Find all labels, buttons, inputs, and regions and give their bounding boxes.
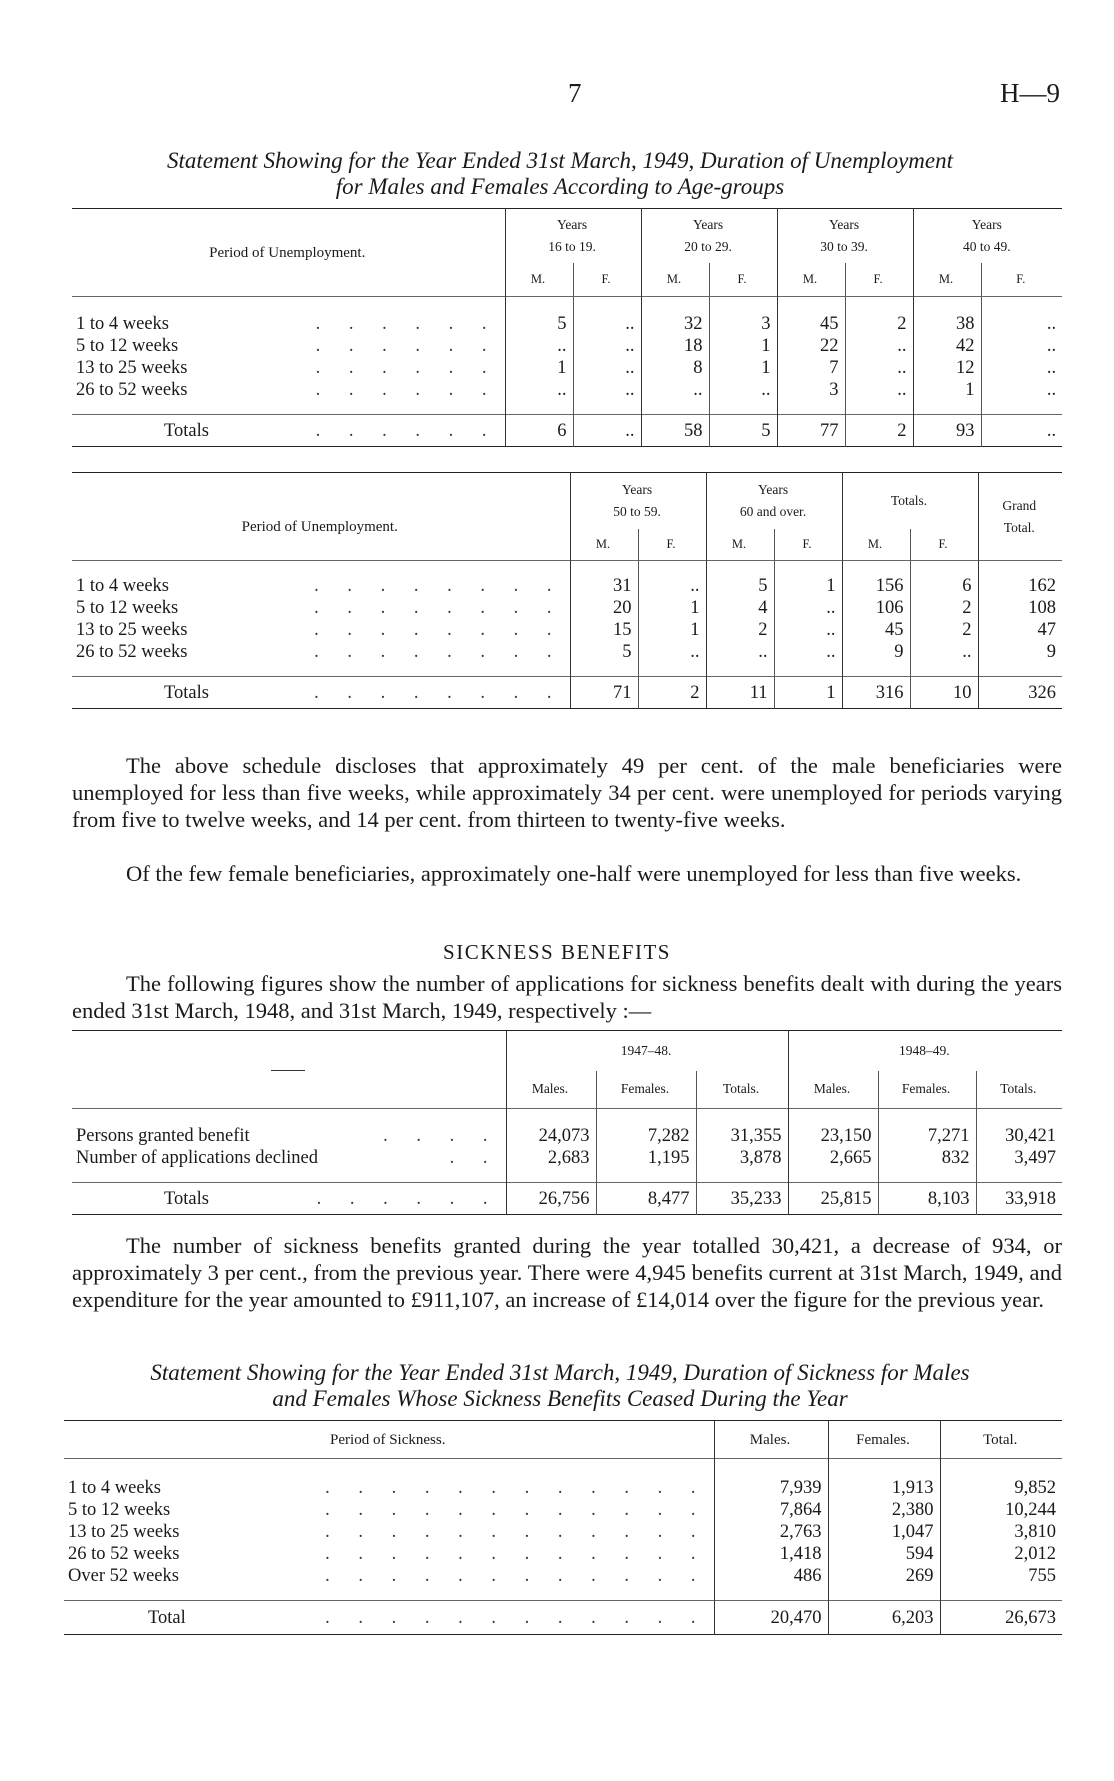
cell-value: 486 — [714, 1565, 828, 1587]
age-group-header: Years 40 to 49. — [913, 209, 1062, 263]
cell-value: .. — [706, 641, 774, 663]
leader-dots: . . . . . . — [316, 1188, 500, 1209]
cell-value: 5 — [570, 641, 638, 663]
cell-value: 3,878 — [696, 1147, 788, 1169]
cell-value: 2 — [845, 313, 913, 335]
cell-value: 22 — [777, 335, 845, 357]
row-label: Persons granted benefit — [76, 1125, 250, 1146]
cell-value: 42 — [913, 335, 981, 357]
totals-row — [64, 1601, 1062, 1635]
page-number: 7 — [568, 78, 582, 108]
leader-dots: . . . . . . . . — [314, 597, 564, 618]
table-row — [72, 379, 1062, 401]
total-value: 11 — [706, 677, 774, 709]
total-value: .. — [573, 415, 641, 447]
cell-value: 1 — [774, 575, 842, 597]
leader-dots: . . . . . . — [315, 357, 499, 378]
table1-body — [72, 313, 1062, 401]
cell-value: 38 — [913, 313, 981, 335]
paragraph: The number of sickness benefits granted during the year totalled 30,421, a decrease of 934, or approximately 3 per cent., from the previous year. There were 4,945 benefits current at 31st March, 1949, and expenditure for the year amounted to £911,107, an increase of £14,014 over the figure for the previous year. — [72, 1233, 1062, 1312]
cell-value: 106 — [842, 597, 910, 619]
cell-value: .. — [573, 357, 641, 379]
sickness-applications-table — [72, 1030, 1062, 1215]
column-header: Females. — [828, 1421, 940, 1459]
cell-value: 32 — [641, 313, 709, 335]
male-header: M. — [913, 263, 981, 297]
cell-value: 15 — [570, 619, 638, 641]
cell-value: 45 — [777, 313, 845, 335]
female-header: F. — [774, 529, 842, 561]
totals-label: Totals — [164, 420, 209, 441]
leader-dots: . . . . . . . . . . . . — [325, 1543, 708, 1564]
cell-value: 3,810 — [940, 1521, 1062, 1543]
row-label: 1 to 4 weeks — [76, 313, 169, 334]
cell-value: 3,497 — [976, 1147, 1062, 1169]
cell-value: 24,073 — [506, 1125, 596, 1147]
cell-value: .. — [845, 335, 913, 357]
page-header — [0, 78, 1114, 112]
cell-value: .. — [638, 575, 706, 597]
cell-value: 1 — [638, 597, 706, 619]
cell-value: 1,418 — [714, 1543, 828, 1565]
total-value: 26,673 — [940, 1601, 1062, 1635]
cell-value: 5 — [505, 313, 573, 335]
unemployment-table-age-16-49 — [72, 208, 1062, 447]
cell-value: 12 — [913, 357, 981, 379]
totals-row — [72, 415, 1062, 447]
cell-value: 31,355 — [696, 1125, 788, 1147]
age-group-header: Years 16 to 19. — [505, 209, 641, 263]
row-label: Over 52 weeks — [68, 1565, 179, 1586]
male-header: M. — [505, 263, 573, 297]
cell-value: .. — [774, 597, 842, 619]
cell-value: 7,282 — [596, 1125, 696, 1147]
leader-dots: . . . . . . . . . . . . — [325, 1499, 708, 1520]
leader-dots: . . . . . . — [315, 420, 499, 441]
cell-value: 23,150 — [788, 1125, 878, 1147]
cell-value: 755 — [940, 1565, 1062, 1587]
cell-value: 108 — [978, 597, 1062, 619]
total-value: 6,203 — [828, 1601, 940, 1635]
table-row — [72, 619, 1062, 641]
leader-dots: . . — [449, 1147, 500, 1168]
cell-value: .. — [573, 379, 641, 401]
cell-value: 5 — [706, 575, 774, 597]
cell-value: .. — [981, 313, 1062, 335]
leader-dots: . . . . . . — [315, 379, 499, 400]
total-value: 93 — [913, 415, 981, 447]
total-value: 1 — [774, 677, 842, 709]
totals-row — [72, 1183, 1062, 1215]
cell-value: 1 — [505, 357, 573, 379]
table-row — [64, 1565, 1062, 1587]
total-value: 33,918 — [976, 1183, 1062, 1215]
leader-dots: . . . . . . . . . . . . — [325, 1607, 708, 1628]
age-group-header: Years 60 and over. — [706, 473, 842, 529]
cell-value: 4 — [706, 597, 774, 619]
female-header: F. — [981, 263, 1062, 297]
total-value: 2 — [638, 677, 706, 709]
caption-line: Statement Showing for the Year Ended 31st March, 1949, Duration of Unemployment — [167, 148, 953, 173]
table1-caption — [60, 148, 1060, 200]
cell-value: 47 — [978, 619, 1062, 641]
age-group-header: Years 50 to 59. — [570, 473, 706, 529]
leader-dots: . . . . . . . . . . . . — [325, 1477, 708, 1498]
cell-value: .. — [573, 335, 641, 357]
leader-dots: . . . . . . . . . . . . — [325, 1521, 708, 1542]
cell-value: 3 — [709, 313, 777, 335]
row-label: 13 to 25 weeks — [68, 1521, 180, 1542]
cell-value: .. — [774, 619, 842, 641]
paragraph: The above schedule discloses that approximately 49 per cent. of the male beneficiaries were unemployed for less than five weeks, while approximately 34 per cent. were unemployed for periods varying from five to twelve weeks, and 14 per cent. from thirteen to twenty-five weeks. — [72, 753, 1062, 832]
leader-dots: . . . . . . . . — [314, 682, 564, 703]
table-row — [72, 641, 1062, 663]
table-row — [72, 335, 1062, 357]
female-header: F. — [845, 263, 913, 297]
row-label: 13 to 25 weeks — [76, 357, 188, 378]
cell-value: 2 — [910, 619, 978, 641]
cell-value: 156 — [842, 575, 910, 597]
column-header: Total. — [940, 1421, 1062, 1459]
totals-label: Totals — [164, 682, 209, 703]
period-header: Period of Unemployment. — [209, 244, 366, 261]
cell-value: .. — [845, 379, 913, 401]
table-row — [72, 1147, 1062, 1169]
cell-value: 8 — [641, 357, 709, 379]
cell-value: .. — [910, 641, 978, 663]
leader-dots: . . . . . . . . — [314, 641, 564, 662]
table-row — [64, 1521, 1062, 1543]
cell-value: 31 — [570, 575, 638, 597]
cell-value: 1,195 — [596, 1147, 696, 1169]
cell-value: 269 — [828, 1565, 940, 1587]
total-value: 26,756 — [506, 1183, 596, 1215]
column-header: Males. — [788, 1071, 878, 1109]
cell-value: 162 — [978, 575, 1062, 597]
sickness-duration-table — [64, 1420, 1062, 1635]
cell-value: .. — [981, 357, 1062, 379]
row-label: 1 to 4 weeks — [76, 575, 169, 596]
column-header: Totals. — [976, 1071, 1062, 1109]
year-header: 1947–48. — [506, 1031, 788, 1071]
table-row — [64, 1477, 1062, 1499]
table-row — [72, 357, 1062, 379]
unemployment-table-age-50-over — [72, 472, 1062, 709]
table-row — [72, 597, 1062, 619]
cell-value: 9 — [978, 641, 1062, 663]
total-value: 71 — [570, 677, 638, 709]
male-header: M. — [842, 529, 910, 561]
total-value: 58 — [641, 415, 709, 447]
grand-total-header: Grand Total. — [978, 473, 1062, 561]
total-value: 326 — [978, 677, 1062, 709]
cell-value: .. — [845, 357, 913, 379]
male-header: M. — [777, 263, 845, 297]
totals-row — [72, 677, 1062, 709]
cell-value: 2,380 — [828, 1499, 940, 1521]
cell-value: 2 — [706, 619, 774, 641]
cell-value: 9,852 — [940, 1477, 1062, 1499]
row-label: 5 to 12 weeks — [68, 1499, 171, 1520]
female-header: F. — [910, 529, 978, 561]
male-header: M. — [570, 529, 638, 561]
total-value: .. — [981, 415, 1062, 447]
cell-value: 594 — [828, 1543, 940, 1565]
total-value: 2 — [845, 415, 913, 447]
total-value: 8,477 — [596, 1183, 696, 1215]
year-header: 1948–49. — [788, 1031, 1062, 1071]
column-header: Females. — [596, 1071, 696, 1109]
cell-value: .. — [505, 379, 573, 401]
dash-mark — [271, 1070, 305, 1071]
column-header: Males. — [714, 1421, 828, 1459]
cell-value: .. — [573, 313, 641, 335]
cell-value: 1,913 — [828, 1477, 940, 1499]
totals-label: Totals — [164, 1188, 209, 1209]
row-label: 26 to 52 weeks — [68, 1543, 180, 1564]
caption-line: and Females Whose Sickness Benefits Ceased During the Year — [272, 1386, 848, 1411]
row-label: Number of applications declined — [76, 1147, 318, 1168]
row-label: 13 to 25 weeks — [76, 619, 188, 640]
female-header: F. — [573, 263, 641, 297]
paragraph: The following figures show the number of applications for sickness benefits dealt with during the years ended 31st March, 1948, and 31st March, 1949, respectively :— — [72, 971, 1062, 1023]
totals-header: Totals. — [842, 473, 978, 529]
table-row — [72, 575, 1062, 597]
cell-value: 1 — [709, 335, 777, 357]
blank-header — [72, 1031, 506, 1109]
cell-value: 3 — [777, 379, 845, 401]
period-header: Period of Sickness. — [330, 1431, 446, 1448]
total-value: 6 — [505, 415, 573, 447]
column-header: Females. — [878, 1071, 976, 1109]
cell-value: 1,047 — [828, 1521, 940, 1543]
cell-value: .. — [774, 641, 842, 663]
cell-value: 1 — [638, 619, 706, 641]
cell-value: 30,421 — [976, 1125, 1062, 1147]
cell-value: 7 — [777, 357, 845, 379]
cell-value: 2,012 — [940, 1543, 1062, 1565]
leader-dots: . . . . — [383, 1125, 500, 1146]
column-header: Males. — [506, 1071, 596, 1109]
cell-value: 20 — [570, 597, 638, 619]
leader-dots: . . . . . . — [315, 335, 499, 356]
column-header: Totals. — [696, 1071, 788, 1109]
total-value: 20,470 — [714, 1601, 828, 1635]
male-header: M. — [641, 263, 709, 297]
cell-value: 7,939 — [714, 1477, 828, 1499]
table-row — [72, 1125, 1062, 1147]
cell-value: .. — [641, 379, 709, 401]
cell-value: 1 — [913, 379, 981, 401]
cell-value: 18 — [641, 335, 709, 357]
age-group-header: Years 30 to 39. — [777, 209, 913, 263]
total-value: 316 — [842, 677, 910, 709]
total-value: 10 — [910, 677, 978, 709]
cell-value: 10,244 — [940, 1499, 1062, 1521]
cell-value: 2,763 — [714, 1521, 828, 1543]
row-label: 5 to 12 weeks — [76, 597, 179, 618]
cell-value: 9 — [842, 641, 910, 663]
cell-value: 6 — [910, 575, 978, 597]
cell-value: .. — [981, 379, 1062, 401]
total-value: 8,103 — [878, 1183, 976, 1215]
totals-label: Total — [148, 1607, 186, 1628]
leader-dots: . . . . . . . . . . . . — [325, 1565, 708, 1586]
total-value: 5 — [709, 415, 777, 447]
row-label: 1 to 4 weeks — [68, 1477, 161, 1498]
cell-value: .. — [638, 641, 706, 663]
row-label: 26 to 52 weeks — [76, 641, 188, 662]
cell-value: 7,864 — [714, 1499, 828, 1521]
cell-value: 7,271 — [878, 1125, 976, 1147]
cell-value: 832 — [878, 1147, 976, 1169]
cell-value: 45 — [842, 619, 910, 641]
total-value: 77 — [777, 415, 845, 447]
female-header: F. — [638, 529, 706, 561]
table-row — [64, 1499, 1062, 1521]
caption-line: for Males and Females According to Age-groups — [335, 174, 785, 199]
female-header: F. — [709, 263, 777, 297]
section-heading: SICKNESS BENEFITS — [443, 940, 671, 964]
table-row — [72, 313, 1062, 335]
total-value: 35,233 — [696, 1183, 788, 1215]
period-header: Period of Unemployment. — [241, 518, 398, 535]
leader-dots: . . . . . . — [315, 313, 499, 334]
row-label: 5 to 12 weeks — [76, 335, 179, 356]
leader-dots: . . . . . . . . — [314, 619, 564, 640]
table4-caption — [60, 1360, 1060, 1412]
page-reference: H—9 — [1000, 78, 1060, 108]
table-row — [64, 1543, 1062, 1565]
cell-value: 2,665 — [788, 1147, 878, 1169]
cell-value: .. — [981, 335, 1062, 357]
male-header: M. — [706, 529, 774, 561]
row-label: 26 to 52 weeks — [76, 379, 188, 400]
cell-value: .. — [709, 379, 777, 401]
caption-line: Statement Showing for the Year Ended 31st March, 1949, Duration of Sickness for Males — [150, 1360, 970, 1385]
cell-value: 1 — [709, 357, 777, 379]
cell-value: 2,683 — [506, 1147, 596, 1169]
paragraph: Of the few female beneficiaries, approximately one-half were unemployed for less than five weeks. — [126, 861, 1022, 886]
leader-dots: . . . . . . . . — [314, 575, 564, 596]
cell-value: 2 — [910, 597, 978, 619]
total-value: 25,815 — [788, 1183, 878, 1215]
age-group-header: Years 20 to 29. — [641, 209, 777, 263]
cell-value: .. — [505, 335, 573, 357]
